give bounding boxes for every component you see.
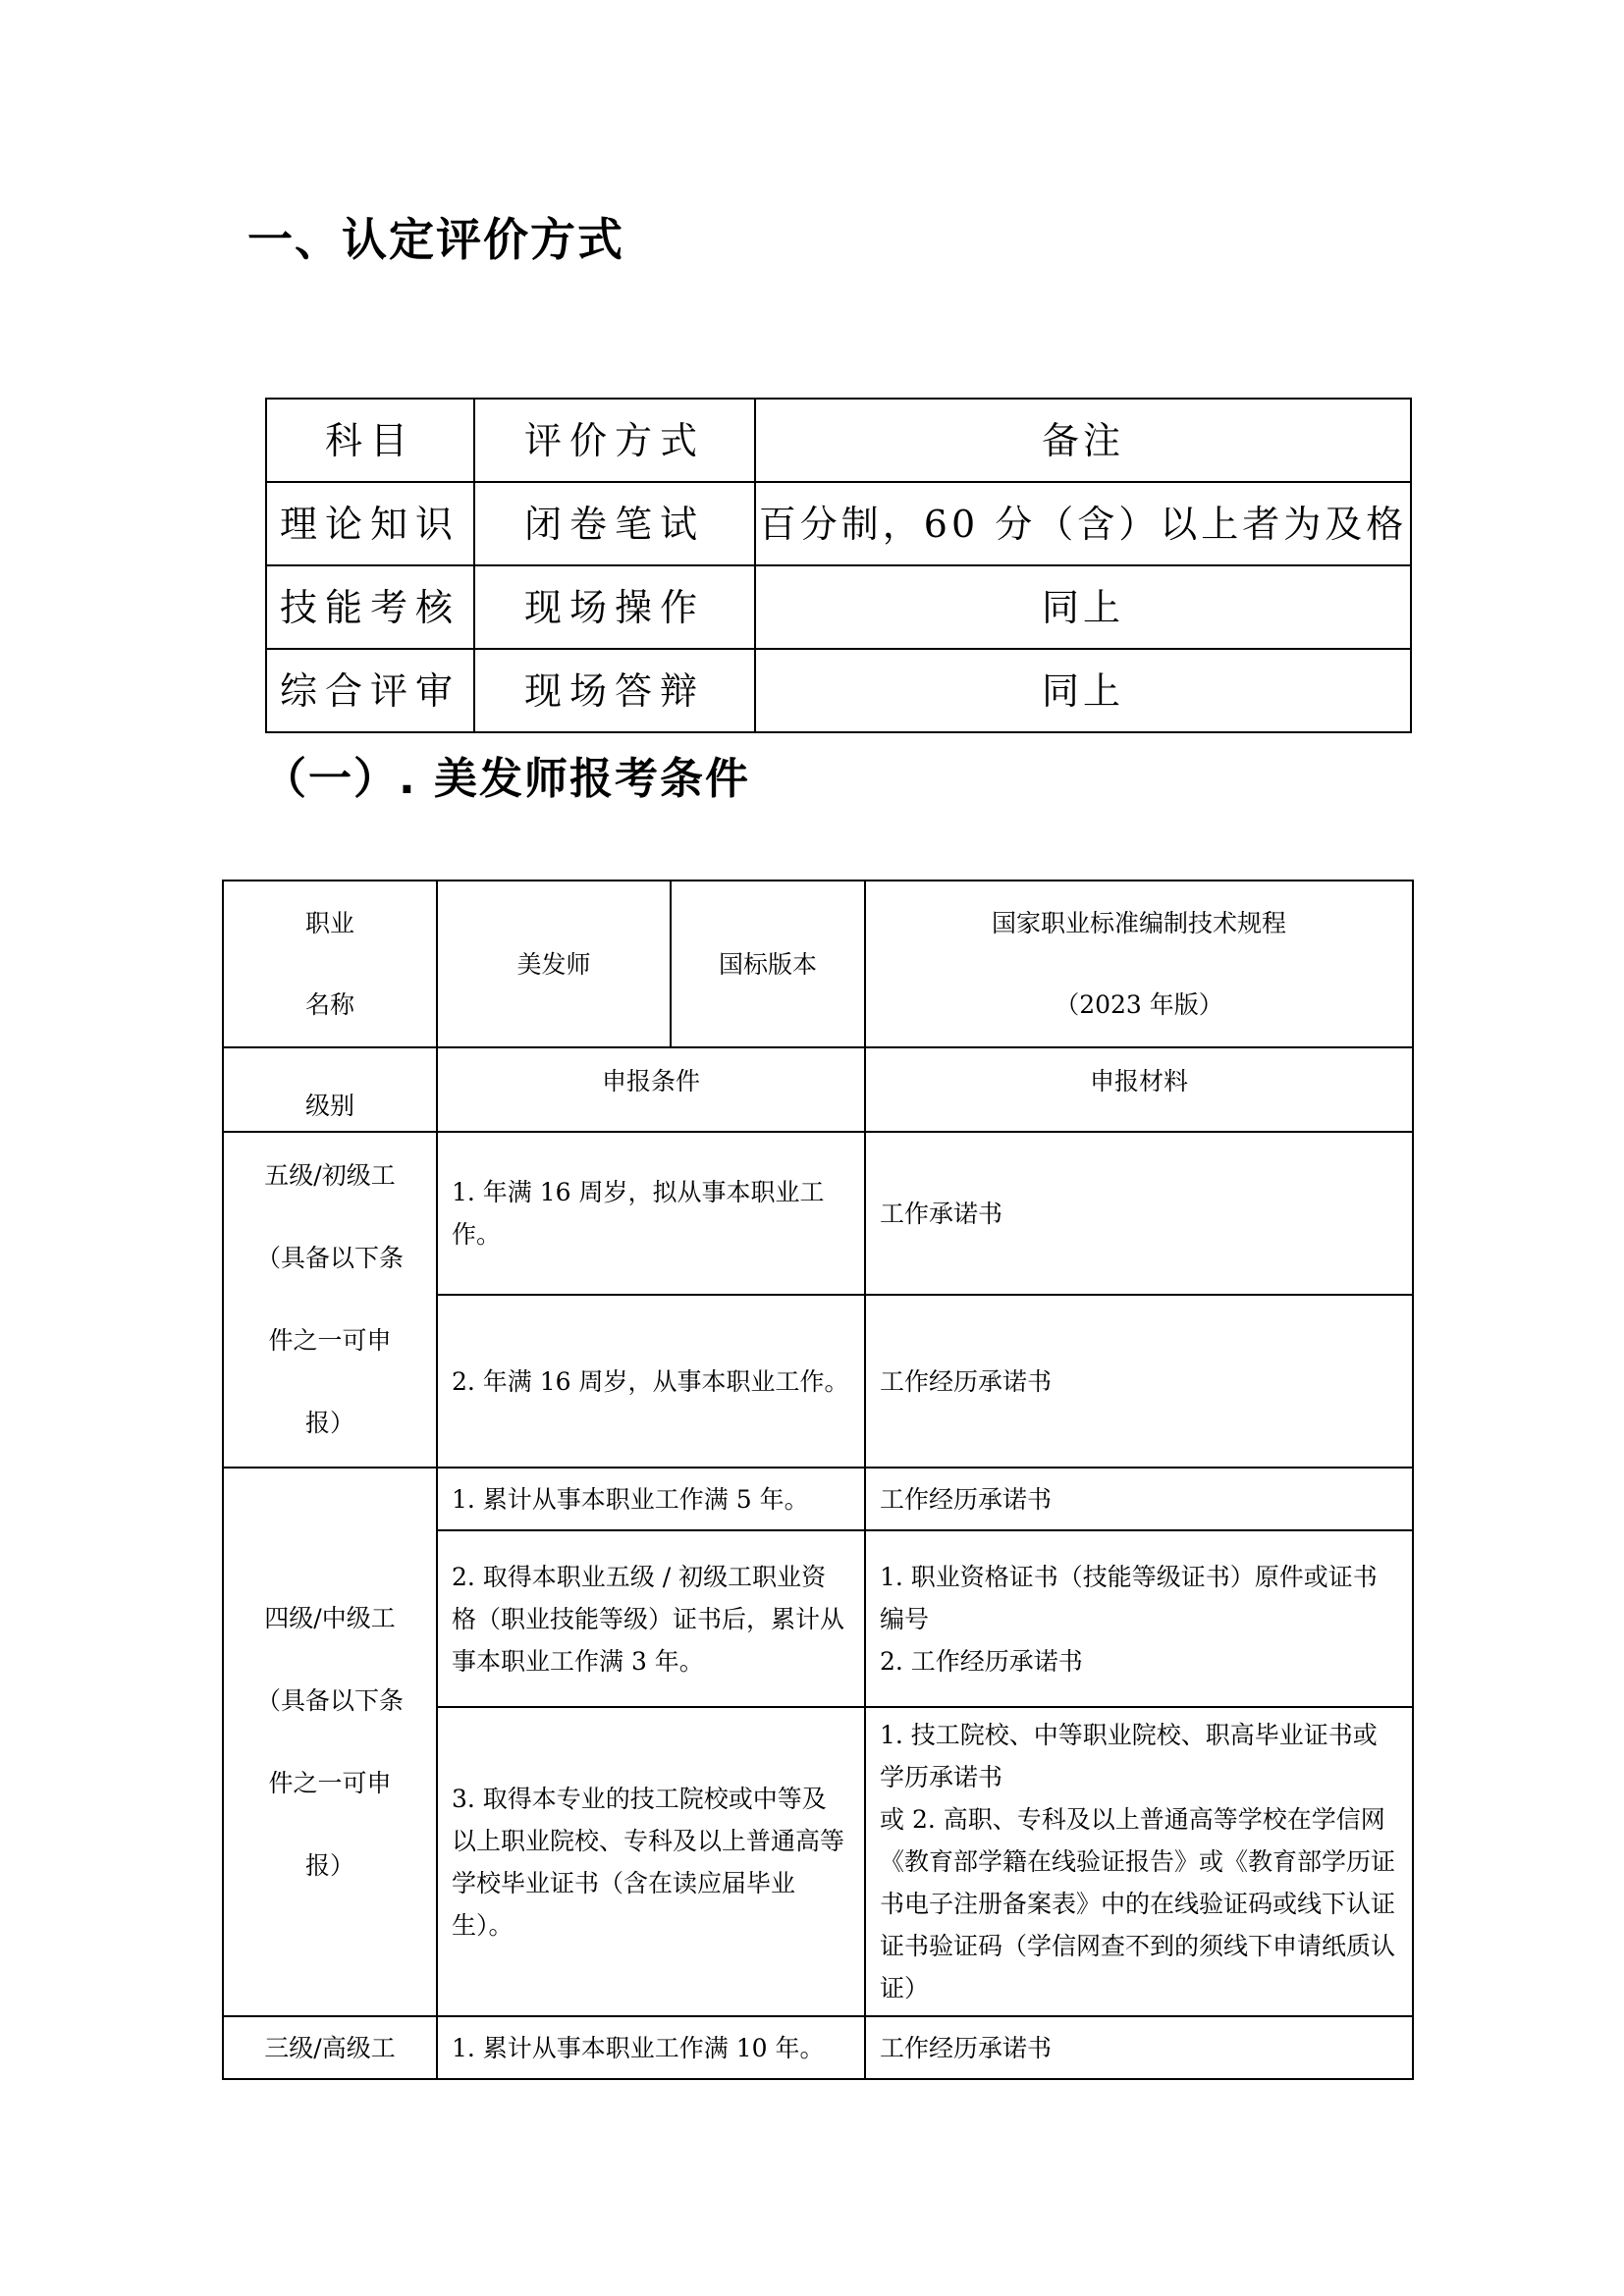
standard-line2: （2023 年版） (1055, 990, 1223, 1019)
level-text: （具备以下条 (255, 1685, 404, 1715)
condition-cell: 3. 取得本专业的技工院校或中等及以上职业院校、专科及以上普通高等学校毕业证书（含在读应届毕业生）。 (437, 1707, 865, 2016)
table-row (223, 1132, 1413, 1295)
level-header: 级别 (223, 1047, 437, 1132)
materials-header: 申报材料 (865, 1047, 1413, 1132)
occupation-row (223, 881, 1413, 1047)
material-cell: 工作经历承诺书 (865, 1295, 1413, 1468)
header-subject: 科目 (266, 399, 474, 482)
level-text: 报） (304, 1409, 354, 1437)
condition-cell: 1. 累计从事本职业工作满 5 年。 (437, 1468, 865, 1530)
section-title-evaluation: 一、认定评价方式 (247, 213, 624, 266)
level-text: （具备以下条 (255, 1244, 404, 1272)
level4-cell (223, 1468, 437, 2016)
material-line: 1. 职业资格证书（技能等级证书）原件或证书编号 (880, 1562, 1378, 1633)
level-text: 件之一可申 (268, 1326, 392, 1355)
table-row (266, 565, 1411, 649)
occupation-label-line1: 职业 (304, 909, 354, 937)
occupation-label-line2: 名称 (304, 990, 354, 1019)
version-cell: 国标版本 (671, 881, 865, 1047)
table-row (266, 482, 1411, 565)
subject-cell: 理论知识 (266, 482, 474, 565)
table-header-row (266, 399, 1411, 482)
method-cell: 现场操作 (474, 565, 755, 649)
material-line: 或 2. 高职、专科及以上普通高等学校在学信网《教育部学籍在线验证报告》或《教育部学历证书电子注册备案表》中的在线验证码或线下认证证书验证码（学信网查不到的须线下申请纸质认证） (880, 1805, 1396, 2002)
header-method: 评价方式 (474, 399, 755, 482)
subject-cell: 技能考核 (266, 565, 474, 649)
header-remark: 备注 (755, 399, 1411, 482)
method-cell: 现场答辩 (474, 649, 755, 732)
section-title-requirements: （一）. 美发师报考条件 (263, 754, 751, 804)
application-requirements-table (222, 880, 1414, 2080)
method-cell: 闭卷笔试 (474, 482, 755, 565)
level-text: 件之一可申 (268, 1768, 392, 1797)
level-text: 报） (304, 1850, 354, 1880)
level5-cell (223, 1132, 437, 1468)
level-text: 四级/中级工 (264, 1603, 396, 1632)
remark-cell: 同上 (755, 565, 1411, 649)
level3-cell: 三级/高级工 (223, 2016, 437, 2079)
occupation-name-cell: 美发师 (437, 881, 671, 1047)
material-cell: 工作经历承诺书 (865, 2016, 1413, 2079)
evaluation-method-table (265, 398, 1412, 733)
condition-cell: 2. 年满 16 周岁，从事本职业工作。 (437, 1295, 865, 1468)
condition-cell: 2. 取得本职业五级 / 初级工职业资格（职业技能等级）证书后，累计从事本职业工作满 3 年。 (437, 1530, 865, 1707)
condition-cell: 1. 年满 16 周岁，拟从事本职业工作。 (437, 1132, 865, 1295)
standard-line1: 国家职业标准编制技术规程 (991, 909, 1286, 937)
table-row (223, 1468, 1413, 1530)
material-line: 1. 技工院校、中等职业院校、职高毕业证书或学历承诺书 (880, 1721, 1378, 1791)
standard-cell (865, 881, 1413, 1047)
remark-cell: 同上 (755, 649, 1411, 732)
material-line: 2. 工作经历承诺书 (880, 1646, 1083, 1676)
material-cell: 工作经历承诺书 (865, 1468, 1413, 1530)
conditions-header: 申报条件 (437, 1047, 865, 1132)
subject-cell: 综合评审 (266, 649, 474, 732)
occupation-label-cell (223, 881, 437, 1047)
material-cell: 工作承诺书 (865, 1132, 1413, 1295)
remark-cell: 百分制，60 分（含）以上者为及格 (755, 482, 1411, 565)
condition-cell: 1. 累计从事本职业工作满 10 年。 (437, 2016, 865, 2079)
material-cell (865, 1530, 1413, 1707)
column-header-row (223, 1047, 1413, 1132)
level-text: 五级/初级工 (264, 1161, 396, 1190)
table-row (223, 2016, 1413, 2079)
table-row (266, 649, 1411, 732)
material-cell (865, 1707, 1413, 2016)
